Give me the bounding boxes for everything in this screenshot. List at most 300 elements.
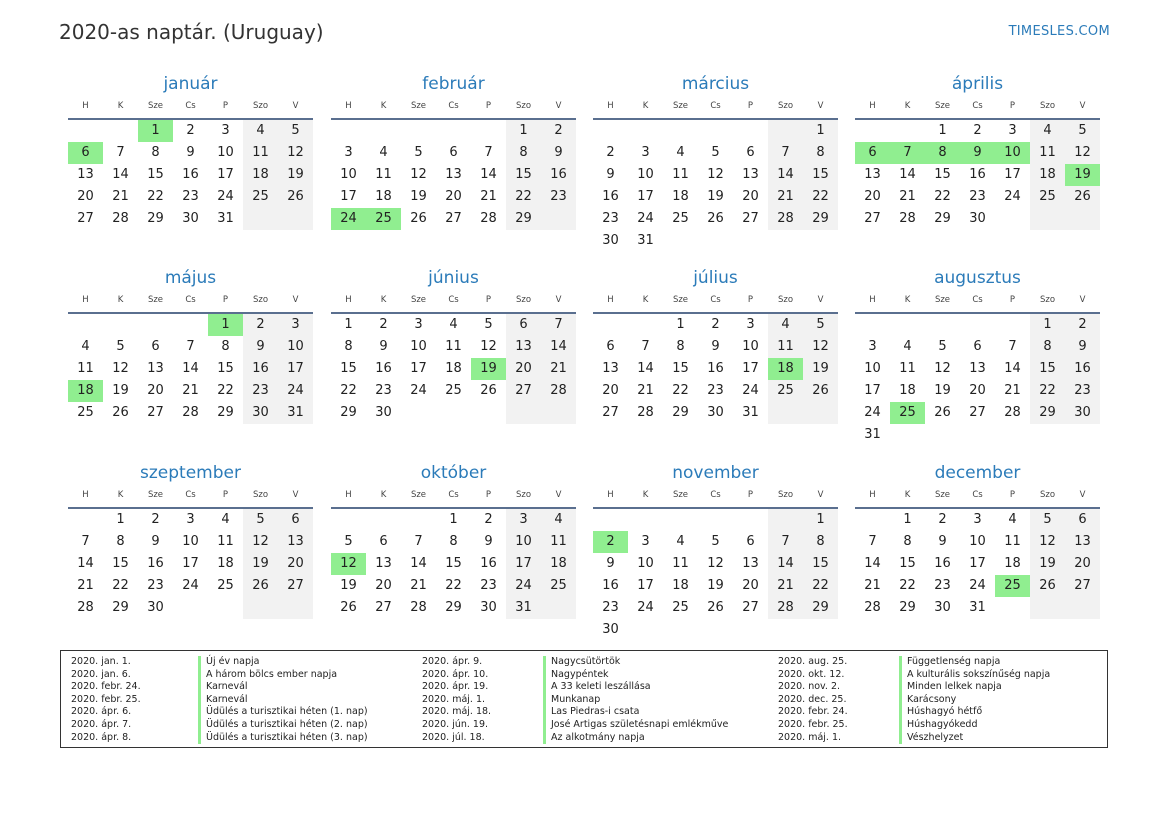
day-cell[interactable]: 5: [1065, 120, 1100, 142]
day-cell[interactable]: 30: [969, 211, 986, 226]
day-cell[interactable]: 30: [243, 402, 278, 424]
day-cell[interactable]: 3: [973, 512, 982, 527]
day-cell[interactable]: 22: [934, 189, 951, 204]
day-cell[interactable]: 3: [186, 512, 195, 527]
day-cell[interactable]: 5: [278, 120, 313, 142]
day-cell[interactable]: 2: [711, 317, 720, 332]
day-cell[interactable]: 14: [768, 164, 803, 186]
day-cell[interactable]: 13: [147, 361, 164, 376]
day-cell[interactable]: 23: [480, 578, 497, 593]
day-cell[interactable]: 29: [1030, 402, 1065, 424]
day-cell[interactable]: 15: [506, 164, 541, 186]
day-cell[interactable]: 14: [410, 556, 427, 571]
day-cell[interactable]: 6: [746, 534, 755, 549]
day-cell[interactable]: 29: [147, 211, 164, 226]
day-cell[interactable]: 8: [925, 142, 960, 164]
day-cell[interactable]: 9: [711, 339, 720, 354]
day-cell[interactable]: 11: [899, 361, 916, 376]
day-cell[interactable]: 4: [1030, 120, 1065, 142]
day-cell[interactable]: 14: [77, 556, 94, 571]
day-cell[interactable]: 13: [77, 167, 94, 182]
day-cell[interactable]: 19: [934, 383, 951, 398]
day-cell[interactable]: 12: [278, 142, 313, 164]
day-cell[interactable]: 16: [934, 556, 951, 571]
day-cell[interactable]: 27: [147, 405, 164, 420]
day-cell[interactable]: 22: [445, 578, 462, 593]
day-cell[interactable]: 9: [960, 142, 995, 164]
day-cell[interactable]: 18: [672, 578, 689, 593]
day-cell[interactable]: 3: [746, 317, 755, 332]
day-cell[interactable]: 31: [742, 405, 759, 420]
day-cell[interactable]: 6: [278, 509, 313, 531]
day-cell[interactable]: 31: [637, 233, 654, 248]
day-cell[interactable]: 21: [1004, 383, 1021, 398]
day-cell[interactable]: 9: [151, 534, 160, 549]
day-cell[interactable]: 1: [803, 509, 838, 531]
day-cell[interactable]: 24: [506, 575, 541, 597]
day-cell[interactable]: 8: [803, 531, 838, 553]
day-cell[interactable]: 21: [112, 189, 129, 204]
day-cell[interactable]: 20: [445, 189, 462, 204]
day-cell[interactable]: 4: [676, 534, 685, 549]
day-cell[interactable]: 29: [899, 600, 916, 615]
day-cell[interactable]: 19: [471, 358, 506, 380]
day-cell[interactable]: 25: [366, 208, 401, 230]
day-cell[interactable]: 29: [340, 405, 357, 420]
day-cell[interactable]: 26: [1065, 186, 1100, 208]
day-cell[interactable]: 16: [541, 164, 576, 186]
day-cell[interactable]: 4: [768, 314, 803, 336]
day-cell[interactable]: 29: [803, 208, 838, 230]
day-cell[interactable]: 12: [410, 167, 427, 182]
day-cell[interactable]: 19: [410, 189, 427, 204]
day-cell[interactable]: 6: [606, 339, 615, 354]
day-cell[interactable]: 20: [969, 383, 986, 398]
day-cell[interactable]: 8: [506, 142, 541, 164]
day-cell[interactable]: 23: [1065, 380, 1100, 402]
day-cell[interactable]: 20: [375, 578, 392, 593]
day-cell[interactable]: 28: [637, 405, 654, 420]
day-cell[interactable]: 18: [541, 553, 576, 575]
day-cell[interactable]: 11: [672, 167, 689, 182]
day-cell[interactable]: 4: [903, 339, 912, 354]
day-cell[interactable]: 10: [995, 142, 1030, 164]
day-cell[interactable]: 5: [116, 339, 125, 354]
day-cell[interactable]: 20: [77, 189, 94, 204]
day-cell[interactable]: 5: [243, 509, 278, 531]
day-cell[interactable]: 2: [243, 314, 278, 336]
day-cell[interactable]: 4: [221, 512, 230, 527]
day-cell[interactable]: 26: [112, 405, 129, 420]
day-cell[interactable]: 4: [1008, 512, 1017, 527]
day-cell[interactable]: 1: [208, 314, 243, 336]
day-cell[interactable]: 14: [480, 167, 497, 182]
day-cell[interactable]: 2: [151, 512, 160, 527]
day-cell[interactable]: 17: [637, 578, 654, 593]
day-cell[interactable]: 26: [278, 186, 313, 208]
day-cell[interactable]: 15: [899, 556, 916, 571]
day-cell[interactable]: 12: [112, 361, 129, 376]
day-cell[interactable]: 17: [410, 361, 427, 376]
day-cell[interactable]: 30: [375, 405, 392, 420]
day-cell[interactable]: 26: [243, 575, 278, 597]
day-cell[interactable]: 28: [864, 600, 881, 615]
day-cell[interactable]: 12: [707, 556, 724, 571]
day-cell[interactable]: 22: [217, 383, 234, 398]
day-cell[interactable]: 21: [864, 578, 881, 593]
brand-link[interactable]: TIMESLES.COM: [1008, 24, 1110, 39]
day-cell[interactable]: 18: [68, 380, 103, 402]
day-cell[interactable]: 5: [938, 339, 947, 354]
day-cell[interactable]: 2: [186, 123, 195, 138]
day-cell[interactable]: 19: [112, 383, 129, 398]
day-cell[interactable]: 22: [803, 575, 838, 597]
day-cell[interactable]: 25: [672, 211, 689, 226]
day-cell[interactable]: 13: [278, 531, 313, 553]
day-cell[interactable]: 21: [77, 578, 94, 593]
day-cell[interactable]: 28: [1004, 405, 1021, 420]
day-cell[interactable]: 18: [217, 556, 234, 571]
day-cell[interactable]: 13: [1065, 531, 1100, 553]
day-cell[interactable]: 16: [182, 167, 199, 182]
day-cell[interactable]: 2: [606, 145, 615, 160]
day-cell[interactable]: 6: [68, 142, 103, 164]
day-cell[interactable]: 16: [147, 556, 164, 571]
day-cell[interactable]: 31: [864, 427, 881, 442]
day-cell[interactable]: 20: [864, 189, 881, 204]
day-cell[interactable]: 30: [934, 600, 951, 615]
day-cell[interactable]: 3: [1008, 123, 1017, 138]
day-cell[interactable]: 18: [1004, 556, 1021, 571]
day-cell[interactable]: 6: [379, 534, 388, 549]
day-cell[interactable]: 31: [506, 597, 541, 619]
day-cell[interactable]: 25: [243, 186, 278, 208]
day-cell[interactable]: 29: [803, 597, 838, 619]
day-cell[interactable]: 21: [768, 186, 803, 208]
day-cell[interactable]: 26: [707, 600, 724, 615]
day-cell[interactable]: 22: [899, 578, 916, 593]
day-cell[interactable]: 6: [855, 142, 890, 164]
day-cell[interactable]: 30: [707, 405, 724, 420]
day-cell[interactable]: 23: [602, 211, 619, 226]
day-cell[interactable]: 20: [506, 358, 541, 380]
day-cell[interactable]: 3: [344, 145, 353, 160]
day-cell[interactable]: 23: [243, 380, 278, 402]
day-cell[interactable]: 31: [278, 402, 313, 424]
day-cell[interactable]: 19: [1065, 164, 1100, 186]
day-cell[interactable]: 4: [243, 120, 278, 142]
day-cell[interactable]: 24: [969, 578, 986, 593]
day-cell[interactable]: 4: [676, 145, 685, 160]
day-cell[interactable]: 28: [182, 405, 199, 420]
day-cell[interactable]: 22: [147, 189, 164, 204]
day-cell[interactable]: 7: [484, 145, 493, 160]
day-cell[interactable]: 3: [414, 317, 423, 332]
day-cell[interactable]: 27: [1065, 575, 1100, 597]
day-cell[interactable]: 21: [541, 358, 576, 380]
day-cell[interactable]: 10: [217, 145, 234, 160]
day-cell[interactable]: 17: [864, 383, 881, 398]
day-cell[interactable]: 24: [637, 600, 654, 615]
day-cell[interactable]: 24: [1004, 189, 1021, 204]
day-cell[interactable]: 7: [186, 339, 195, 354]
day-cell[interactable]: 9: [243, 336, 278, 358]
day-cell[interactable]: 27: [969, 405, 986, 420]
day-cell[interactable]: 17: [340, 189, 357, 204]
day-cell[interactable]: 20: [278, 553, 313, 575]
day-cell[interactable]: 5: [414, 145, 423, 160]
day-cell[interactable]: 27: [864, 211, 881, 226]
day-cell[interactable]: 25: [1030, 186, 1065, 208]
day-cell[interactable]: 7: [1008, 339, 1017, 354]
day-cell[interactable]: 26: [1030, 575, 1065, 597]
day-cell[interactable]: 29: [672, 405, 689, 420]
day-cell[interactable]: 6: [746, 145, 755, 160]
day-cell[interactable]: 7: [768, 142, 803, 164]
day-cell[interactable]: 2: [593, 531, 628, 553]
day-cell[interactable]: 8: [803, 142, 838, 164]
day-cell[interactable]: 25: [995, 575, 1030, 597]
day-cell[interactable]: 13: [375, 556, 392, 571]
day-cell[interactable]: 15: [803, 553, 838, 575]
day-cell[interactable]: 29: [445, 600, 462, 615]
day-cell[interactable]: 11: [217, 534, 234, 549]
day-cell[interactable]: 15: [803, 164, 838, 186]
day-cell[interactable]: 8: [449, 534, 458, 549]
day-cell[interactable]: 14: [1004, 361, 1021, 376]
day-cell[interactable]: 9: [1065, 336, 1100, 358]
day-cell[interactable]: 27: [375, 600, 392, 615]
day-cell[interactable]: 27: [278, 575, 313, 597]
day-cell[interactable]: 28: [112, 211, 129, 226]
day-cell[interactable]: 12: [331, 553, 366, 575]
day-cell[interactable]: 8: [151, 145, 160, 160]
day-cell[interactable]: 17: [278, 358, 313, 380]
day-cell[interactable]: 7: [641, 339, 650, 354]
day-cell[interactable]: 5: [711, 145, 720, 160]
day-cell[interactable]: 20: [1065, 553, 1100, 575]
day-cell[interactable]: 13: [742, 167, 759, 182]
day-cell[interactable]: 11: [445, 339, 462, 354]
day-cell[interactable]: 23: [934, 578, 951, 593]
day-cell[interactable]: 9: [484, 534, 493, 549]
day-cell[interactable]: 19: [243, 553, 278, 575]
day-cell[interactable]: 22: [672, 383, 689, 398]
day-cell[interactable]: 7: [116, 145, 125, 160]
day-cell[interactable]: 19: [803, 358, 838, 380]
day-cell[interactable]: 14: [112, 167, 129, 182]
day-cell[interactable]: 11: [375, 167, 392, 182]
day-cell[interactable]: 18: [243, 164, 278, 186]
day-cell[interactable]: 9: [938, 534, 947, 549]
day-cell[interactable]: 23: [969, 189, 986, 204]
day-cell[interactable]: 28: [410, 600, 427, 615]
day-cell[interactable]: 9: [541, 142, 576, 164]
day-cell[interactable]: 31: [969, 600, 986, 615]
day-cell[interactable]: 10: [864, 361, 881, 376]
day-cell[interactable]: 20: [602, 383, 619, 398]
day-cell[interactable]: 26: [480, 383, 497, 398]
day-cell[interactable]: 17: [969, 556, 986, 571]
day-cell[interactable]: 11: [243, 142, 278, 164]
day-cell[interactable]: 16: [602, 189, 619, 204]
day-cell[interactable]: 6: [973, 339, 982, 354]
day-cell[interactable]: 25: [541, 575, 576, 597]
day-cell[interactable]: 1: [116, 512, 125, 527]
day-cell[interactable]: 28: [77, 600, 94, 615]
day-cell[interactable]: 15: [934, 167, 951, 182]
day-cell[interactable]: 1: [506, 120, 541, 142]
day-cell[interactable]: 30: [602, 622, 619, 637]
day-cell[interactable]: 8: [344, 339, 353, 354]
day-cell[interactable]: 18: [899, 383, 916, 398]
day-cell[interactable]: 6: [506, 314, 541, 336]
day-cell[interactable]: 29: [217, 405, 234, 420]
day-cell[interactable]: 3: [641, 534, 650, 549]
day-cell[interactable]: 22: [803, 186, 838, 208]
day-cell[interactable]: 8: [903, 534, 912, 549]
day-cell[interactable]: 26: [340, 600, 357, 615]
day-cell[interactable]: 24: [217, 189, 234, 204]
day-cell[interactable]: 7: [768, 531, 803, 553]
day-cell[interactable]: 7: [868, 534, 877, 549]
day-cell[interactable]: 2: [379, 317, 388, 332]
day-cell[interactable]: 12: [243, 531, 278, 553]
day-cell[interactable]: 11: [768, 336, 803, 358]
day-cell[interactable]: 12: [1030, 531, 1065, 553]
day-cell[interactable]: 9: [186, 145, 195, 160]
day-cell[interactable]: 9: [379, 339, 388, 354]
day-cell[interactable]: 21: [182, 383, 199, 398]
day-cell[interactable]: 24: [864, 405, 881, 420]
day-cell[interactable]: 23: [375, 383, 392, 398]
day-cell[interactable]: 27: [445, 211, 462, 226]
day-cell[interactable]: 26: [934, 405, 951, 420]
day-cell[interactable]: 2: [1065, 314, 1100, 336]
day-cell[interactable]: 10: [742, 339, 759, 354]
day-cell[interactable]: 23: [707, 383, 724, 398]
day-cell[interactable]: 17: [637, 189, 654, 204]
day-cell[interactable]: 20: [742, 578, 759, 593]
day-cell[interactable]: 5: [803, 314, 838, 336]
day-cell[interactable]: 10: [410, 339, 427, 354]
day-cell[interactable]: 25: [768, 380, 803, 402]
day-cell[interactable]: 20: [742, 189, 759, 204]
day-cell[interactable]: 11: [1030, 142, 1065, 164]
day-cell[interactable]: 16: [1065, 358, 1100, 380]
day-cell[interactable]: 14: [182, 361, 199, 376]
day-cell[interactable]: 24: [410, 383, 427, 398]
day-cell[interactable]: 12: [480, 339, 497, 354]
day-cell[interactable]: 28: [899, 211, 916, 226]
day-cell[interactable]: 29: [506, 208, 541, 230]
day-cell[interactable]: 29: [112, 600, 129, 615]
day-cell[interactable]: 24: [331, 208, 366, 230]
day-cell[interactable]: 1: [938, 123, 947, 138]
day-cell[interactable]: 12: [803, 336, 838, 358]
day-cell[interactable]: 12: [934, 361, 951, 376]
day-cell[interactable]: 25: [77, 405, 94, 420]
day-cell[interactable]: 18: [375, 189, 392, 204]
day-cell[interactable]: 23: [602, 600, 619, 615]
day-cell[interactable]: 3: [278, 314, 313, 336]
day-cell[interactable]: 19: [1030, 553, 1065, 575]
day-cell[interactable]: 5: [344, 534, 353, 549]
day-cell[interactable]: 29: [934, 211, 951, 226]
day-cell[interactable]: 6: [449, 145, 458, 160]
day-cell[interactable]: 17: [1004, 167, 1021, 182]
day-cell[interactable]: 18: [672, 189, 689, 204]
day-cell[interactable]: 10: [506, 531, 541, 553]
day-cell[interactable]: 3: [221, 123, 230, 138]
day-cell[interactable]: 15: [445, 556, 462, 571]
day-cell[interactable]: 19: [707, 578, 724, 593]
day-cell[interactable]: 6: [1065, 509, 1100, 531]
day-cell[interactable]: 19: [340, 578, 357, 593]
day-cell[interactable]: 14: [541, 336, 576, 358]
day-cell[interactable]: 4: [379, 145, 388, 160]
day-cell[interactable]: 10: [182, 534, 199, 549]
day-cell[interactable]: 16: [707, 361, 724, 376]
day-cell[interactable]: 12: [1065, 142, 1100, 164]
day-cell[interactable]: 16: [375, 361, 392, 376]
day-cell[interactable]: 30: [182, 211, 199, 226]
day-cell[interactable]: 28: [480, 211, 497, 226]
day-cell[interactable]: 15: [112, 556, 129, 571]
day-cell[interactable]: 26: [410, 211, 427, 226]
day-cell[interactable]: 11: [77, 361, 94, 376]
day-cell[interactable]: 23: [182, 189, 199, 204]
day-cell[interactable]: 28: [541, 380, 576, 402]
day-cell[interactable]: 27: [742, 211, 759, 226]
day-cell[interactable]: 7: [81, 534, 90, 549]
day-cell[interactable]: 11: [672, 556, 689, 571]
day-cell[interactable]: 3: [868, 339, 877, 354]
day-cell[interactable]: 13: [742, 556, 759, 571]
day-cell[interactable]: 8: [1030, 336, 1065, 358]
day-cell[interactable]: 1: [449, 512, 458, 527]
day-cell[interactable]: 27: [602, 405, 619, 420]
day-cell[interactable]: 30: [480, 600, 497, 615]
day-cell[interactable]: 28: [768, 208, 803, 230]
day-cell[interactable]: 5: [1030, 509, 1065, 531]
day-cell[interactable]: 13: [445, 167, 462, 182]
day-cell[interactable]: 26: [707, 211, 724, 226]
day-cell[interactable]: 8: [221, 339, 230, 354]
day-cell[interactable]: 21: [637, 383, 654, 398]
day-cell[interactable]: 18: [445, 361, 462, 376]
day-cell[interactable]: 19: [278, 164, 313, 186]
day-cell[interactable]: 4: [541, 509, 576, 531]
day-cell[interactable]: 2: [484, 512, 493, 527]
day-cell[interactable]: 1: [1030, 314, 1065, 336]
day-cell[interactable]: 23: [541, 186, 576, 208]
day-cell[interactable]: 13: [969, 361, 986, 376]
day-cell[interactable]: 23: [147, 578, 164, 593]
day-cell[interactable]: 17: [742, 361, 759, 376]
day-cell[interactable]: 11: [1004, 534, 1021, 549]
day-cell[interactable]: 25: [217, 578, 234, 593]
day-cell[interactable]: 25: [890, 402, 925, 424]
day-cell[interactable]: 17: [506, 553, 541, 575]
day-cell[interactable]: 22: [340, 383, 357, 398]
day-cell[interactable]: 30: [1065, 402, 1100, 424]
day-cell[interactable]: 13: [506, 336, 541, 358]
day-cell[interactable]: 14: [899, 167, 916, 182]
day-cell[interactable]: 2: [938, 512, 947, 527]
day-cell[interactable]: 1: [903, 512, 912, 527]
day-cell[interactable]: 27: [742, 600, 759, 615]
